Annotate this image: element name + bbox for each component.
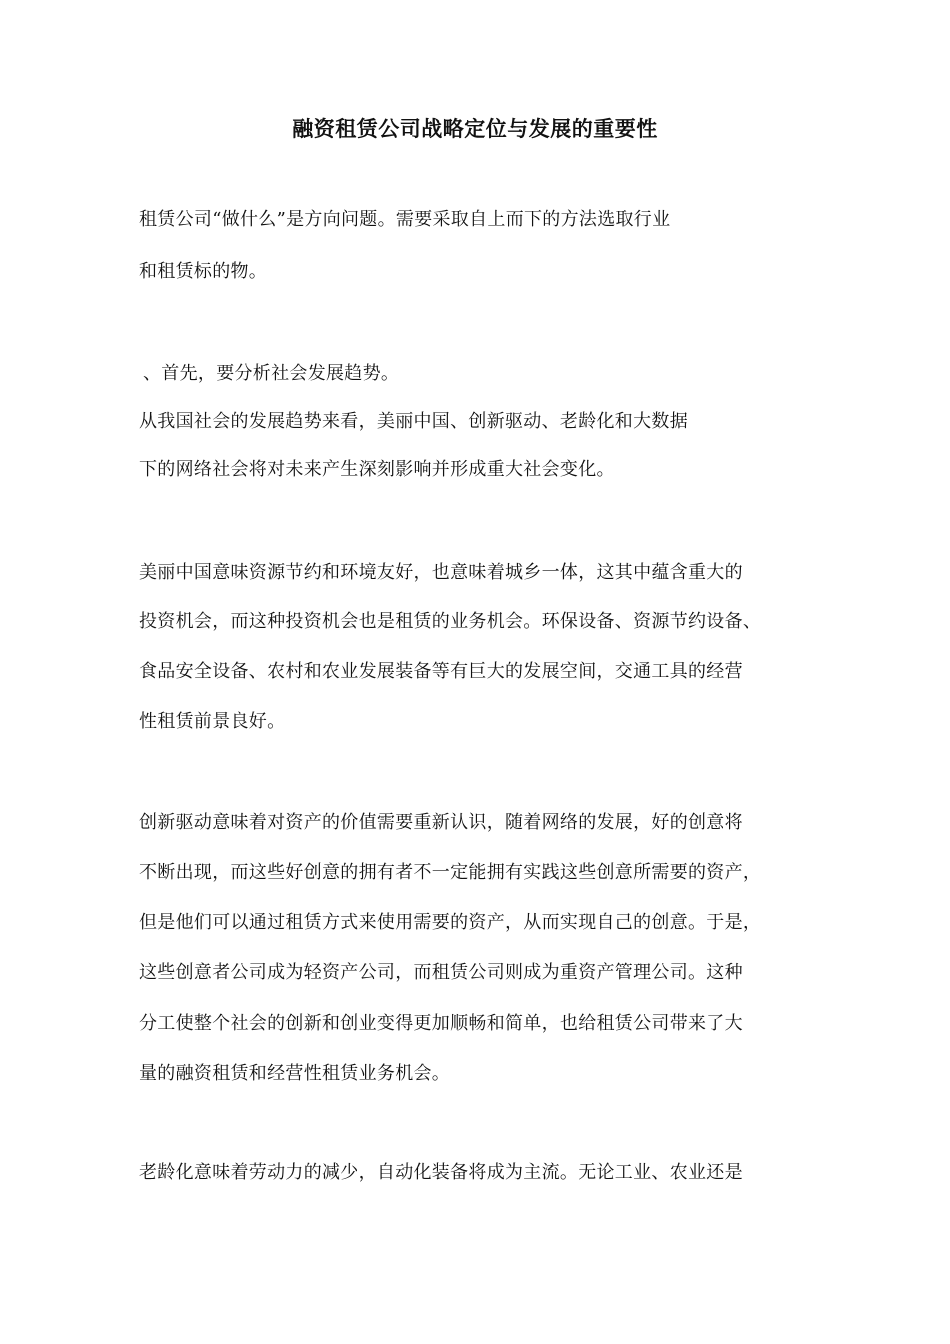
section-heading: 、首先，要分析社会发展趋势。 [143, 363, 400, 384]
text-line: 食品安全设备、农村和农业发展装备等有巨大的发展空间，交通工具的经营 [139, 661, 743, 682]
text-line: 性租赁前景良好。 [139, 711, 286, 732]
text-line: 投资机会，而这种投资机会也是租赁的业务机会。环保设备、资源节约设备、 [139, 611, 762, 632]
text-line: 从我国社会的发展趋势来看，美丽中国、创新驱动、老龄化和大数据 [139, 411, 688, 432]
text-line: 不断出现，而这些好创意的拥有者不一定能拥有实践这些创意所需要的资产， [139, 862, 762, 883]
text-line: 美丽中国意味资源节约和环境友好，也意味着城乡一体，这其中蕴含重大的 [139, 562, 743, 583]
text-line: 但是他们可以通过租赁方式来使用需要的资产，从而实现自己的创意。于是， [139, 912, 762, 933]
text-line: 分工使整个社会的创新和创业变得更加顺畅和简单，也给租赁公司带来了大 [139, 1013, 743, 1034]
text-line: 和租赁标的物。 [139, 261, 268, 282]
text-line: 下的网络社会将对未来产生深刻影响并形成重大社会变化。 [139, 459, 615, 480]
text-line: 量的融资租赁和经营性租赁业务机会。 [139, 1063, 451, 1084]
text-line: 创新驱动意味着对资产的价值需要重新认识，随着网络的发展，好的创意将 [139, 812, 743, 833]
text-line: 租赁公司“做什么”是方向问题。需要采取自上而下的方法选取行业 [139, 209, 671, 230]
document-title: 融资租赁公司战略定位与发展的重要性 [292, 117, 658, 141]
text-line: 这些创意者公司成为轻资产公司，而租赁公司则成为重资产管理公司。这种 [139, 962, 743, 983]
text-line: 老龄化意味着劳动力的减少，自动化装备将成为主流。无论工业、农业还是 [139, 1162, 743, 1183]
